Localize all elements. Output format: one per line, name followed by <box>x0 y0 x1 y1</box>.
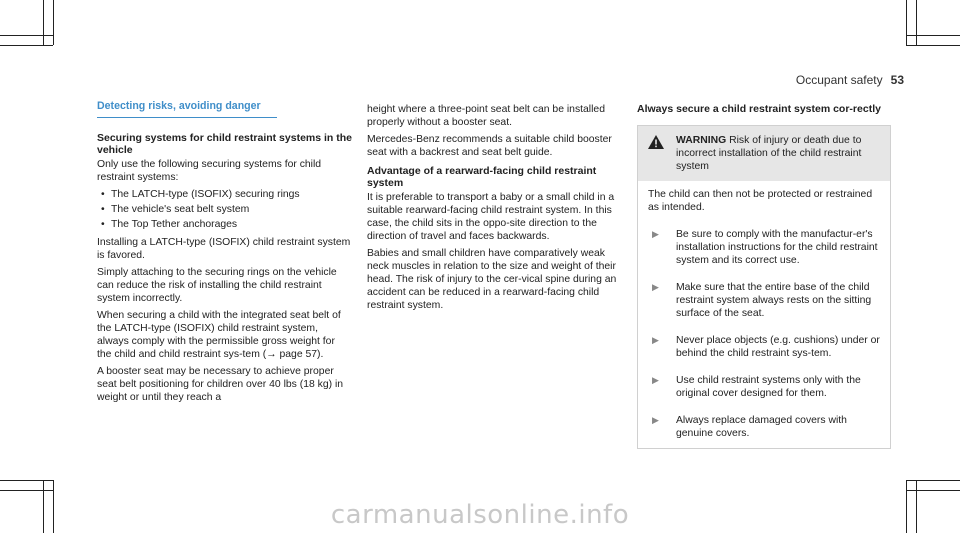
step-arrow-icon: ▶ <box>652 335 659 345</box>
step-text: Always replace damaged covers with genuine covers. <box>676 415 847 439</box>
crop-mark <box>906 490 960 491</box>
crop-mark <box>53 0 54 45</box>
heading-secure-correctly: Always secure a child restraint system cor-rectly <box>637 103 881 115</box>
warning-message: Risk of injury or death due to incorrect installation of the child restraint system <box>676 135 862 172</box>
list-item: • The Top Tether anchorages <box>97 218 352 231</box>
header-section: Occupant safety <box>795 73 883 87</box>
warning-label: WARNING <box>676 135 727 146</box>
step-text: Use child restraint systems only with the original cover designed for them. <box>676 375 861 399</box>
crop-mark <box>906 35 960 36</box>
crop-mark <box>906 480 960 481</box>
list-item: • The vehicle's seat belt system <box>97 203 352 216</box>
instruction-step <box>648 414 880 440</box>
step-arrow-icon: ▶ <box>652 229 659 239</box>
crop-mark <box>906 0 907 45</box>
page-header <box>796 73 904 87</box>
step-arrow-icon: ▶ <box>652 375 659 385</box>
paragraph: Installing a LATCH-type (ISOFIX) child restraint system is favored. <box>97 237 351 261</box>
instruction-step <box>648 374 880 400</box>
warning-body <box>638 181 890 448</box>
paragraph: Only use the following securing systems for child restraint systems: <box>97 159 322 183</box>
column-2 <box>367 103 621 316</box>
crop-mark <box>0 490 53 491</box>
crop-mark <box>43 0 44 45</box>
heading-rearward-facing: Advantage of a rearward-facing child restraint system <box>367 165 597 189</box>
paragraph: Babies and small children have comparatively weak neck muscles in relation to the size and weight of their head. The risk of injury to the cer-vical spine during an accident can be reduced in a rearward-facing child restraint system. <box>367 248 617 311</box>
column-3 <box>637 103 891 449</box>
section-title: Detecting risks, avoiding danger <box>97 100 277 118</box>
heading-securing-systems: Securing systems for child restraint systems in the vehicle <box>97 132 353 156</box>
paragraph: Simply attaching to the securing rings on the vehicle can reduce the risk of installing the child restraint system incorrectly. <box>97 267 337 304</box>
warning-consequence: The child can then not be protected or restrained as intended. <box>648 189 873 213</box>
securing-systems-list <box>97 188 352 231</box>
warning-box <box>637 125 891 449</box>
crop-mark <box>906 45 960 46</box>
step-text: Never place objects (e.g. cushions) under or behind the child restraint sys-tem. <box>676 335 880 359</box>
step-text: Be sure to comply with the manufactur-er's installation instructions for the child restraint system and its correct use. <box>676 229 878 266</box>
crop-mark <box>0 35 53 36</box>
list-item: • The LATCH-type (ISOFIX) securing rings <box>97 188 352 201</box>
paragraph: height where a three-point seat belt can be installed properly without a booster seat. <box>367 104 605 128</box>
instruction-step <box>648 228 880 267</box>
crop-mark <box>0 480 53 481</box>
warning-header <box>638 126 890 181</box>
paragraph: Mercedes-Benz recommends a suitable child booster seat with a backrest and seat belt guide. <box>367 134 612 158</box>
page-number: 53 <box>890 73 904 87</box>
crop-mark <box>0 45 53 46</box>
watermark: carmanualsonline.info <box>330 500 630 530</box>
step-arrow-icon: ▶ <box>652 415 659 425</box>
warning-text <box>676 134 880 173</box>
warning-triangle-icon <box>648 135 670 153</box>
column-1 <box>97 100 352 408</box>
instruction-step <box>648 281 880 320</box>
paragraph-with-page-ref: When securing a child with the integrated seat belt of the LATCH-type (ISOFIX) child restraint system, always comply with the permissible gross weight for the child and child restraint sys-tem (→ page 57). <box>97 310 341 360</box>
instruction-step <box>648 334 880 360</box>
crop-mark <box>916 0 917 45</box>
step-arrow-icon: ▶ <box>652 282 659 292</box>
paragraph: It is preferable to transport a baby or a small child in a suitable rearward-facing child restraint system. In this case, the child sits in the oppo-site direction to the direction of travel and faces backwards. <box>367 192 615 242</box>
step-text: Make sure that the entire base of the child restraint system always rests on the sitting surface of the seat. <box>676 282 872 319</box>
paragraph: A booster seat may be necessary to achieve proper seat belt positioning for children over 40 lbs (18 kg) in weight or until they reach a <box>97 366 344 403</box>
